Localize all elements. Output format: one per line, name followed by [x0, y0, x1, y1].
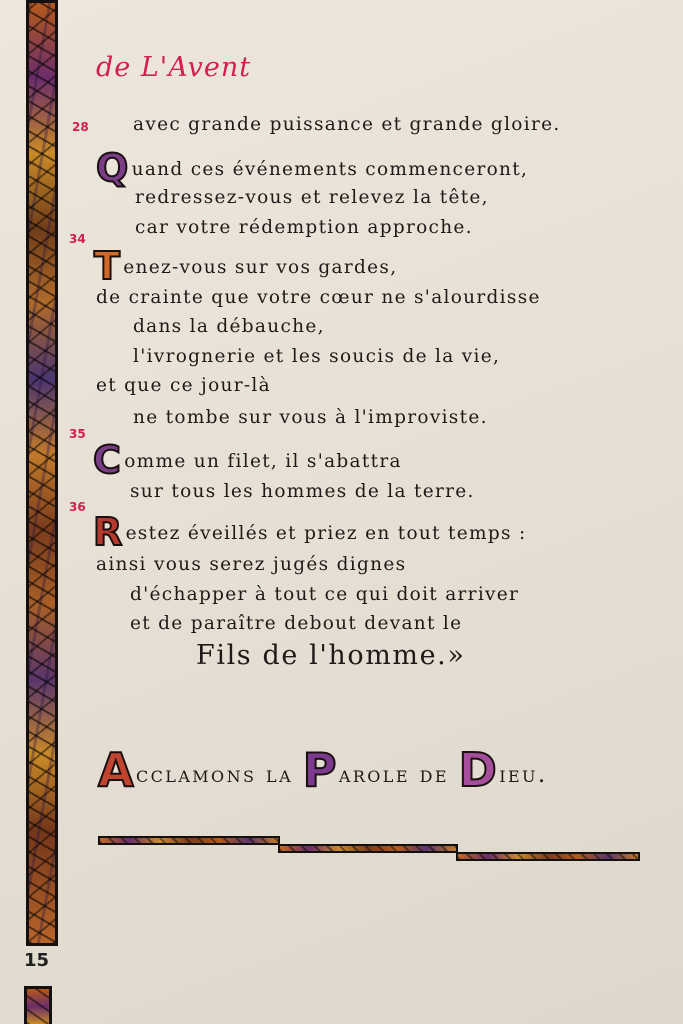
verse-number-34: 34	[69, 232, 86, 246]
acclamation-text: arole de	[338, 762, 459, 788]
verse-number-28: 28	[72, 120, 89, 134]
closing-line: Fils de l'homme.»	[196, 640, 466, 671]
text-line: et que ce jour-là	[96, 375, 271, 396]
drop-cap-q: Q	[96, 146, 130, 190]
text-line: l'ivrognerie et les soucis de la vie,	[133, 346, 501, 367]
verse-number-36: 36	[69, 500, 86, 514]
text-line: redressez-vous et relevez la tête,	[135, 187, 489, 208]
text-line	[93, 438, 402, 482]
acclamation-text: cclamons la	[136, 762, 303, 788]
text-line: ainsi vous serez jugés dignes	[96, 554, 407, 575]
line-text: enez-vous sur vos gardes,	[123, 257, 398, 278]
text-line: d'échapper à tout ce qui doit arriver	[130, 584, 520, 605]
drop-cap-r: R	[93, 510, 124, 554]
decorative-divider	[278, 844, 458, 853]
page-header: de L'Avent	[96, 52, 252, 83]
text-line: sur tous les hommes de la terre.	[130, 481, 475, 502]
text-line: de crainte que votre cœur ne s'alourdisse	[96, 287, 541, 308]
text-line: et de paraître debout devant le	[130, 613, 463, 634]
acclamation-cap-p: P	[302, 743, 339, 797]
acclamation-cap-a: A	[98, 743, 137, 797]
stained-glass-border	[26, 0, 58, 946]
decorative-divider	[98, 836, 280, 845]
acclamation-text: ieu.	[499, 762, 548, 788]
decorative-divider	[456, 852, 640, 861]
text-line	[94, 244, 398, 288]
line-text: estez éveillés et priez en tout temps :	[125, 523, 527, 544]
acclamation	[98, 743, 548, 797]
text-line	[96, 146, 529, 190]
line-text: omme un filet, il s'abattra	[124, 451, 402, 472]
verse-number-35: 35	[69, 427, 86, 441]
text-line: car votre rédemption approche.	[135, 217, 473, 238]
drop-cap-t: T	[94, 244, 122, 288]
stained-glass-border-bottom	[24, 986, 52, 1024]
page-number: 15	[24, 950, 50, 971]
acclamation-cap-d: D	[458, 743, 500, 797]
text-line	[93, 510, 527, 554]
text-line: ne tombe sur vous à l'improviste.	[133, 407, 488, 428]
text-line: avec grande puissance et grande gloire.	[133, 114, 561, 135]
drop-cap-c: C	[93, 438, 123, 482]
text-line: dans la débauche,	[133, 316, 325, 337]
line-text: uand ces événements commenceront,	[131, 159, 529, 180]
